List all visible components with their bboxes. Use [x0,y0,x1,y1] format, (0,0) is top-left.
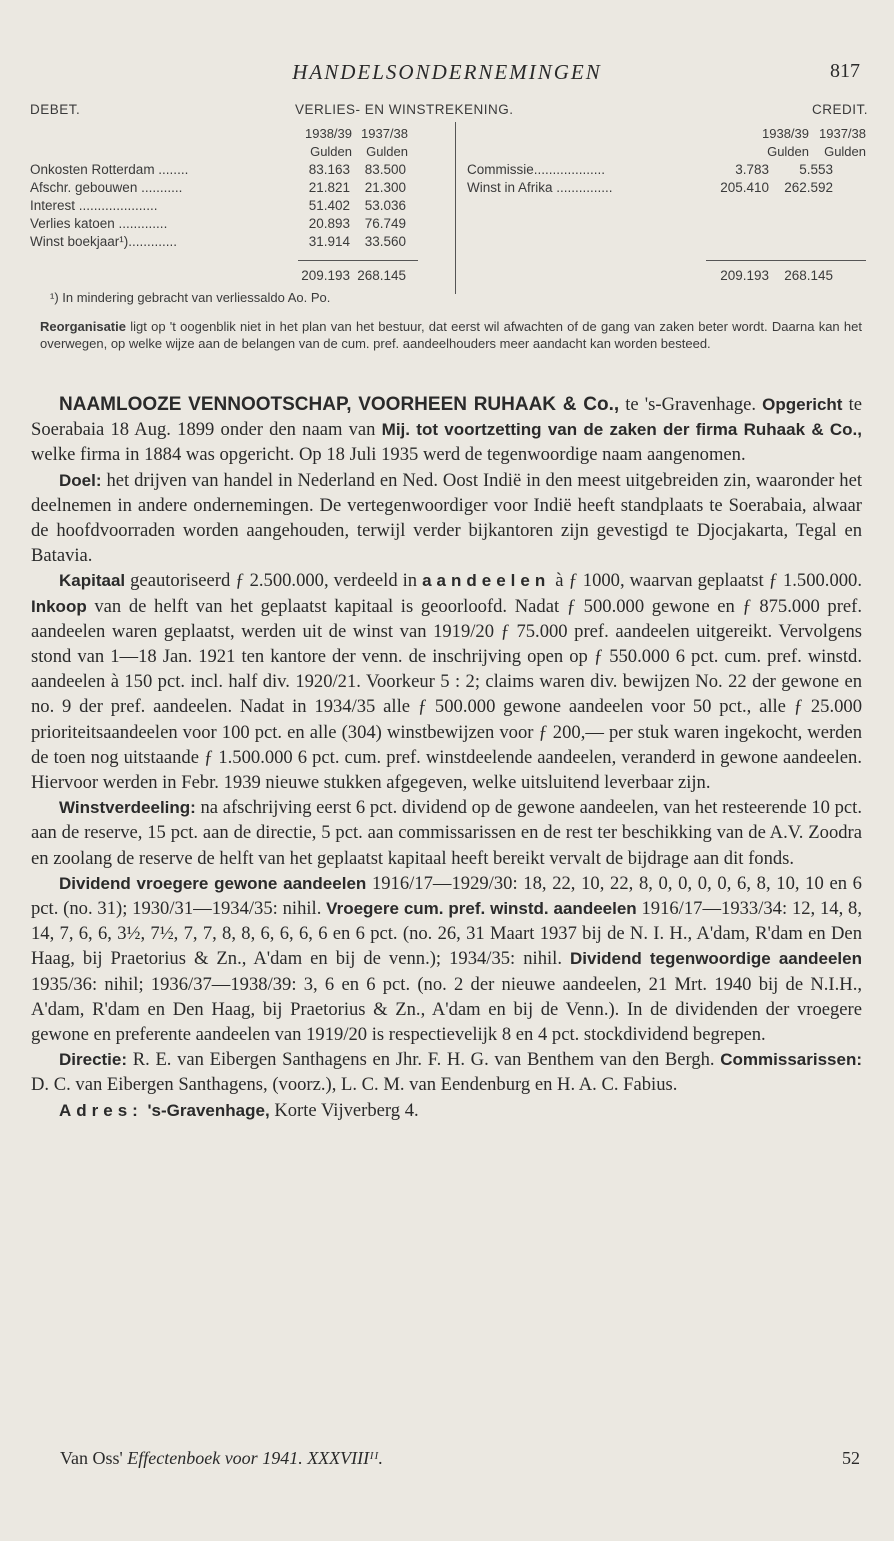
debit-row-value-1: 21.821 [308,180,350,195]
debit-label: DEBET. [30,102,81,117]
adres-label: Adres: [59,1100,143,1120]
opgericht-label: Opgericht [762,395,843,414]
debit-year-2: 1937/38 [361,126,408,141]
debit-currency-2: Gulden [366,144,408,159]
debit-row-label: Onkosten Rotterdam ........ [30,162,189,177]
debit-row-label: Verlies katoen ............. [30,216,168,231]
company-name: NAAMLOOZE VENNOOTSCHAP, VOORHEEN RUHAAK & Co., [59,394,620,415]
debit-row-value-2: 83.500 [364,162,406,177]
original-name: Mij. tot voortzetting van de zaken der firma Ruhaak & Co., [381,420,862,440]
company-entry [31,392,862,1123]
reorganisation-text: ligt op 't oogenblik niet in het plan van het bestuur, dat eerst wil afwachten of de gang van zaken beter wordt. Daarna kan het overwegen, op welke wijze aan de belangen van de cum. pref. aandeelhouders meer aandacht kan worden besteed. [40,319,862,351]
doel-section [31,468,862,569]
credit-year-2: 1937/38 [819,126,866,141]
kapitaal-text-2: à ƒ 1000, waarvan geplaatst ƒ 1.500.000. [550,570,862,592]
winstverdeeling-label: Winstverdeeling: [59,798,196,818]
kapitaal-text-3: van de helft van het geplaatst kapitaal is geoorloofd. Nadat ƒ 500.000 gewone en ƒ 875.000 pref. aandeelen waren geplaatst, werden uit de winst van 1919/20 ƒ 75.000 pref. aandeelen uitgereikt. Vervolgens stond van 1—18 Jan. 1921 ten kantore der venn. de inschrijving open op ƒ 550.000 6 pct. cum. pref. winstd. aandeelen à 150 pct. incl. half div. 1920/21. Voorkeur 5 : 2; claims waren div. bewijzen No. 22 der gewone en no. 9 der pref. aandeelen. Nadat in 1934/35 alle ƒ 500.000 gewone aandeelen voor 50 pct., alle ƒ 25.000 prioriteitsaandeelen voor 100 pct. en alle (304) winstbewijzen voor ƒ 200,— per stuk waren ingekocht, werden de toen nog uitstaande ƒ 1.500.000 6 pct. cum. pref. winstdeelende aandeelen, veranderd in gewone aandeelen. Hiervoor werden in Febr. 1939 nieuwe stukken afgegeven, welke uitsluitend leverbaar zijn. [31,595,862,794]
kapitaal-section [31,568,862,795]
debit-row-label: Interest ..................... [30,198,158,213]
adres-text: Korte Vijverberg 4. [269,1099,419,1121]
credit-currency-1: Gulden [767,144,809,159]
debit-total-1: 209.193 [301,268,350,283]
reorganisation-note [40,318,862,352]
debit-row-label: Afschr. gebouwen ........... [30,180,183,195]
credit-row-value-1: 205.410 [720,180,769,195]
adres-place: 's-Gravenhage, [147,1100,270,1120]
doel-label: Doel: [59,470,102,490]
dividend-section [31,871,862,1047]
running-head [0,60,894,90]
company-location: te 's-Gravenhage. [619,394,763,415]
credit-row-value-2: 5.553 [799,162,833,177]
footer-publisher: Van Oss' [60,1448,128,1468]
debit-row-label: Winst boekjaar¹)............. [30,234,178,249]
commissarissen-text: D. C. van Eibergen Santhagens, (voorz.), L. C. M. van Eendenburg en H. A. C. Fabius. [31,1074,678,1096]
kapitaal-label: Kapitaal [59,571,126,591]
page-footer [0,1448,894,1476]
credit-row-label: Winst in Afrika ............... [467,180,613,195]
winstverdeeling-text: na afschrijving eerst 6 pct. dividend op de gewone aandeelen, van het resteerende 10 pct. aan de reserve, 15 pct. aan de directie, 5 pct. aan commissarissen en de rest ter beschikking van de A.V. Zoodra en zoolang de reserve de helft van het geplaatst kapitaal heeft bereikt vervalt de bijdrage aan dit fonds. [31,797,862,869]
dividend-pref-label: Vroegere cum. pref. winstd. aandeelen [326,899,637,919]
company-intro [31,392,862,468]
debit-total-2: 268.145 [357,268,406,283]
debit-total-rule [298,260,418,261]
dividend-current-label: Dividend tegenwoordige aandeelen [569,949,862,969]
footer-signature: 52 [842,1448,860,1468]
credit-row-value-2: 262.592 [784,180,833,195]
kapitaal-text-1: geautoriseerd ƒ 2.500.000, verdeeld in [125,570,423,592]
credit-total-2: 268.145 [784,268,833,283]
debit-currency-1: Gulden [310,144,352,159]
debit-year-1: 1938/39 [305,126,352,141]
dividend-current-text: 1935/36: nihil; 1936/37—1938/39: 3, 6 en 6 pct. (no. 2 der nieuwe aandeelen, 21 Mrt. 1940 bij de N.I.H., A'dam, R'dam en Den Haag, bij Praetorius & Zn., A'dam en bij de Venn.). In de dividenden der vroegere gewone en preferente aandeelen van 1919/20 is respectievelijk 8 en 4 pct. stockdividend begrepen. [31,973,862,1046]
doel-text: het drijven van handel in Nederland en Ned. Oost Indië in den meest uitgebreiden zin, waaronder het deelnemen in andere ondernemingen. De vertegenwoordiger voor Indië heeft standplaats te Soerabaia, alwaar de hoofdvoorraden worden aangehouden, terwijl verder bijkantoren zijn gevestigd te Djocjakarta, Tegal en Batavia. [31,469,862,567]
aandeelen-spaced: aandeelen [422,571,551,591]
credit-total-1: 209.193 [720,268,769,283]
debit-row-value-1: 20.893 [308,216,350,231]
reorganisation-label: Reorganisatie [40,319,126,334]
directie-label: Directie: [59,1050,128,1070]
credit-row-value-1: 3.783 [735,162,769,177]
debit-row-value-1: 83.163 [308,162,350,177]
adres-section [31,1098,862,1123]
account-divider [455,122,456,294]
winstverdeeling-section [31,795,862,871]
commissarissen-label: Commissarissen: [720,1050,862,1070]
footer-source [60,1448,383,1469]
company-history: welke firma in 1884 was opgericht. Op 18 Juli 1935 werd de tegenwoordige naam aangenomen. [31,444,746,466]
page-number: 817 [830,60,860,82]
credit-label: CREDIT. [811,102,868,117]
directie-text: R. E. van Eibergen Santhagens en Jhr. F. H. G. van Benthem van den Bergh. [127,1049,721,1071]
dividend-pref-text: 1916/17—1933/34: 12, 14, 8, 14, 7, 6, 6, 3½, 7½, 7, 7, 8, 8, 6, 6, 6, 6 en 6 pct. (no. 26, 31 Maart 1937 bij de N. I. H., A'dam, R'dam en Den Haag, bij Praetorius & Zn., A'dam en bij de venn.); 1934/35: nihil. [31,898,862,970]
debit-row-value-1: 51.402 [308,198,350,213]
company-founding: te Soerabaia 18 Aug. 1899 onder den naam van [31,394,862,441]
inkoop-label: Inkoop [31,596,87,616]
account-title: VERLIES- EN WINSTREKENING. [295,102,514,117]
directie-section [31,1047,862,1097]
running-title: HANDELSONDERNEMINGEN [292,60,602,84]
debit-row-value-2: 21.300 [364,180,406,195]
footer-book-title: Effectenboek voor 1941. XXXVIIIᴵᴵ. [127,1448,384,1468]
credit-row-label: Commissie................... [467,162,606,177]
dividend-gewone-text: 1916/17—1929/30: 18, 22, 10, 22, 8, 0, 0, 0, 0, 6, 8, 10, 10 en 6 pct. (no. 31); 1930/31—1934/35: nihil. [31,872,862,920]
debit-row-value-2: 53.036 [364,198,406,213]
debit-row-value-2: 76.749 [364,216,406,231]
debit-row-value-2: 33.560 [364,234,406,249]
dividend-gewone-label: Dividend vroegere gewone aandeelen [59,873,367,893]
credit-total-rule [706,260,866,261]
credit-currency-2: Gulden [824,144,866,159]
debit-row-value-1: 31.914 [308,234,350,249]
credit-year-1: 1938/39 [762,126,809,141]
profit-loss-account [30,102,868,288]
footnote: ¹) In mindering gebracht van verliessaldo Ao. Po. [50,290,331,305]
